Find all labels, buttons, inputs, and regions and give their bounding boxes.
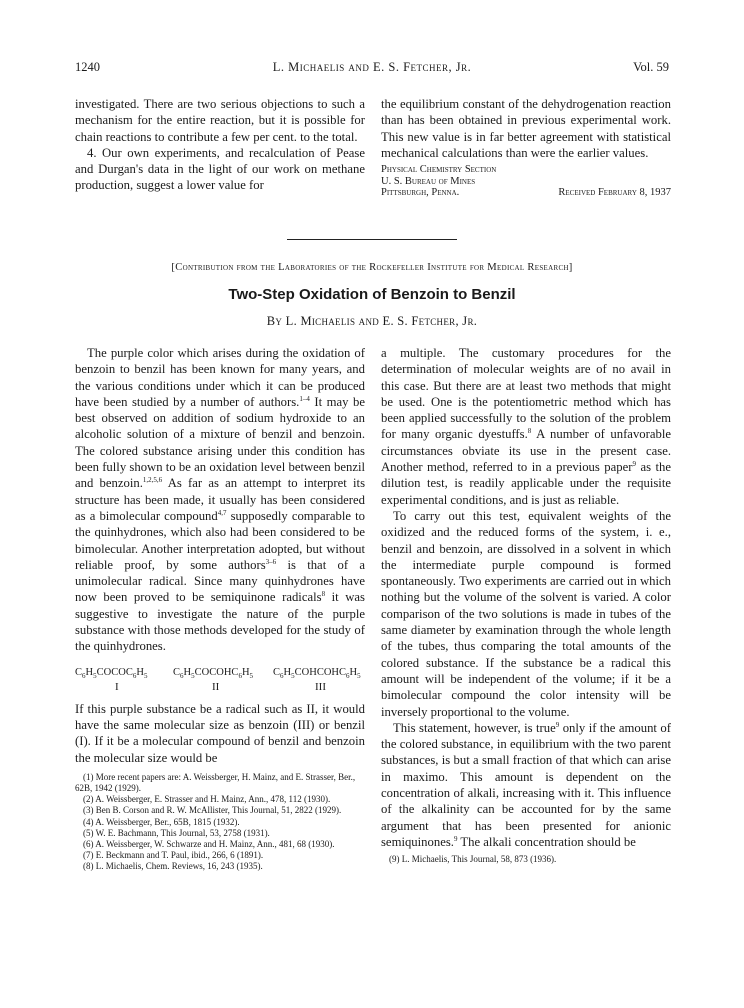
prev-article-right-column (381, 96, 671, 199)
body-paragraph (381, 345, 671, 508)
body-paragraph: If this purple substance be a radical such as II, it would have the same molecular size as benzoin (III) or benzil (I). If it be a molecular compound of benzil and benzoin the molecular size would be (75, 701, 365, 765)
body-left-column (75, 345, 365, 873)
article-title: Two-Step Oxidation of Benzoin to Benzil (228, 286, 516, 303)
text-run: It may be best observed on addition of sodium hydroxide to an alcoholic solution of a mixture of benzil and benzoin. The colored substance arising under this condition has been fully shown to be an oxidation level between benzil and benzoin. (75, 394, 365, 491)
running-title: L. Michaelis and E. S. Fetcher, Jr. (272, 60, 472, 74)
footnote: (9) L. Michaelis, This Journal, 58, 873 (1936). (389, 854, 557, 865)
citation-superscript: 9 (632, 459, 636, 468)
citation-superscript: 1–4 (299, 394, 310, 403)
formula-number: II (212, 680, 220, 693)
formula-radical: $C_6H_5COCOHC_6H_5$ (173, 666, 254, 680)
section-divider (287, 239, 457, 240)
running-head (75, 60, 669, 78)
citation-superscript: 9 (555, 720, 560, 729)
text-run: The alkali concentration should be (457, 834, 636, 849)
chemical-formulas (75, 665, 365, 695)
formula-benzil: $C_6H_5COCOC_6H_5$ (75, 666, 148, 680)
footnotes (381, 854, 671, 865)
text-run: a multiple. The customary procedures for the determination of molecular weights are of no avail in this case. But there are at least two methods that might be used. One is the potentiometric method which has been applied successfully to the solution of the problem for many organic dyestuffs. (381, 346, 671, 442)
body-paragraph (75, 345, 365, 655)
text-run: is that of a unimolecular radical. Since many quinhydrones have now been proved to be semiquinone radicals (75, 557, 365, 605)
footnote: (8) L. Michaelis, Chem. Reviews, 16, 243 (1935). (83, 861, 263, 872)
affiliation-last-row (381, 187, 671, 199)
formula-number: I (115, 680, 119, 693)
received-date: Received February 8, 1937 (558, 187, 671, 199)
body-paragraph: To carry out this test, equivalent weights of the oxidized and the reduced forms of the system, i. e., benzil and benzoin, are dissolved in a solvent in which the intermediate purple compound is formed spontaneously. Two experiments are carried out in which nothing but the volume of the solvent is varied. A color comparison of the two solutions is made in tubes of the same diameter by examination through the whole length of the tubes, thus comparing the total amounts of the colored substance. If the substance be a radical this amount will be independent of the volume; if it be a bimolecular compound the color intensity will be inversely proportional to the volume. (381, 508, 671, 719)
footnote: (2) A. Weissberger, E. Strasser and H. Mainz, Ann., 478, 112 (1930). (83, 794, 331, 805)
prev-article-paragraph: investigated. There are two serious objections to such a mechanism for the entire reaction, but it is possible for chain reactions to contribute a few per cent. to the total. (75, 97, 365, 144)
affiliation (381, 164, 671, 199)
footnote: (3) Ben B. Corson and R. W. McAllister, This Journal, 51, 2822 (1929). (83, 805, 342, 816)
footnote: (1) More recent papers are: A. Weissberger, H. Mainz, and E. Strasser, Ber., 62B, 1942 (1929). (75, 771, 356, 794)
affiliation-line: Physical Chemistry Section (381, 164, 497, 176)
volume-number: Vol. 59 (633, 60, 669, 74)
footnotes (75, 772, 365, 873)
prev-article-paragraph: the equilibrium constant of the dehydrogenation reaction than has been obtained in previous experimental work. This new value is in far better agreement with statistical mechanical calculations than were the earlier values. (381, 97, 671, 160)
prev-article-left-column (75, 96, 365, 194)
body-right-column (381, 345, 671, 865)
body-paragraph (381, 720, 671, 850)
citation-superscript: 4,7 (217, 508, 227, 517)
formula-number: III (315, 680, 326, 693)
prev-article-paragraph: 4. Our own experiments, and recalculation of Pease and Durgan's data in the light of our work on methane production, suggest a lower value for (75, 145, 365, 193)
text-run: As far as an attempt to interpret its structure has been made, it usually has been considered as a bimolecular compound (75, 476, 366, 523)
citation-superscript: 8 (527, 427, 532, 436)
citation-superscript: 8 (321, 590, 326, 599)
text-run: A number of unfavorable circumstances obviate its use in the present case. Another method, referred to in a previous paper (381, 427, 671, 475)
formula-benzoin: $C_6H_5COHCOHC_6H_5$ (273, 666, 361, 680)
text-run: only if the amount of the colored substance, in equilibrium with the two parent substances, is but a small fraction of that which can arise in maximo. This amount is dependent on the concentration of alkali, increasing with it. This influence of the alkalinity can be accounted for by the same argument that has been presented for anionic semiquinones. (381, 720, 671, 849)
footnote: (7) E. Beckmann and T. Paul, ibid., 266, 6 (1891). (83, 850, 264, 861)
footnote: (5) W. E. Bachmann, This Journal, 53, 2758 (1931). (83, 827, 270, 838)
contribution-line: [Contribution from the Laboratories of the Rockefeller Institute for Medical Research] (171, 262, 573, 273)
text-run: This statement, however, is true (393, 720, 556, 735)
affiliation-line: Pittsburgh, Penna. (381, 187, 460, 199)
text-run: supposedly comparable to the quinhydrones, which also had been considered to be bimolecular. Another interpretation adopted, but without reliable proof, by some authors (75, 508, 365, 572)
citation-superscript: 1,2,5,6 (142, 476, 163, 485)
footnote: (6) A. Weissberger, W. Schwarze and H. Mainz, Ann., 481, 68 (1930). (83, 839, 335, 850)
byline: By L. Michaelis and E. S. Fetcher, Jr. (266, 314, 478, 328)
citation-superscript: 3–6 (265, 557, 277, 566)
page-number: 1240 (75, 60, 100, 74)
text-run: The purple color which arises during the oxidation of benzoin to benzil has been known for many years, and the various conditions under which it can be produced have been studied by a number of authors. (75, 346, 365, 409)
citation-superscript: 9 (453, 834, 458, 843)
text-run: it was suggestive to investigate the nature of the purple substance with those methods developed for the study of the quinhydrones. (75, 590, 365, 654)
footnote: (4) A. Weissberger, Ber., 65B, 1815 (1932). (83, 816, 240, 827)
text-run: as the dilution test, is readily applicable under the requisite experimental conditions, and is just as reliable. (381, 460, 671, 507)
affiliation-line: U. S. Bureau of Mines (381, 175, 476, 187)
